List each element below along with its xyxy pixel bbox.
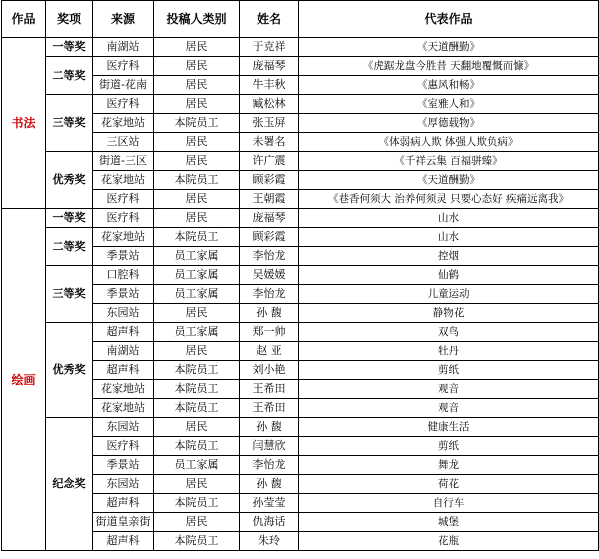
work-cell: 观音 xyxy=(299,399,599,418)
work-cell: 城堡 xyxy=(299,513,599,532)
award-cell: 一等奖 xyxy=(46,209,93,228)
source-cell: 超声科 xyxy=(93,494,154,513)
contributor-type-cell: 本院员工 xyxy=(154,437,240,456)
header-award: 奖项 xyxy=(46,1,93,38)
contributor-type-cell: 本院员工 xyxy=(154,532,240,551)
contributor-type-cell: 员工家属 xyxy=(154,266,240,285)
table-row xyxy=(2,152,599,171)
contributor-type-cell: 居民 xyxy=(154,209,240,228)
award-cell: 纪念奖 xyxy=(46,418,93,551)
contributor-type-cell: 员工家属 xyxy=(154,323,240,342)
name-cell: 顾彩霞 xyxy=(240,171,299,190)
source-cell: 花家地站 xyxy=(93,380,154,399)
table-row xyxy=(2,209,599,228)
source-cell: 超声科 xyxy=(93,323,154,342)
work-cell: 《惠风和畅》 xyxy=(299,76,599,95)
name-cell: 孙 馥 xyxy=(240,418,299,437)
work-cell: 《室雅人和》 xyxy=(299,95,599,114)
work-cell: 牡丹 xyxy=(299,342,599,361)
table-row xyxy=(2,266,599,285)
name-cell: 顾彩霞 xyxy=(240,228,299,247)
source-cell: 三区站 xyxy=(93,133,154,152)
work-cell: 舞龙 xyxy=(299,456,599,475)
name-cell: 孙莹莹 xyxy=(240,494,299,513)
source-cell: 东园站 xyxy=(93,475,154,494)
award-cell: 一等奖 xyxy=(46,38,93,57)
header-name: 姓名 xyxy=(240,1,299,38)
contributor-type-cell: 居民 xyxy=(154,304,240,323)
name-cell: 庞福琴 xyxy=(240,209,299,228)
source-cell: 东园站 xyxy=(93,304,154,323)
work-cell: 《体弱病人欺 体强人欺负病》 xyxy=(299,133,599,152)
contributor-type-cell: 居民 xyxy=(154,95,240,114)
name-cell: 朱玲 xyxy=(240,532,299,551)
work-cell: 《厚德载物》 xyxy=(299,114,599,133)
table-row xyxy=(2,418,599,437)
work-cell: 控烟 xyxy=(299,247,599,266)
source-cell: 花家地站 xyxy=(93,171,154,190)
name-cell: 孙 馥 xyxy=(240,475,299,494)
header-row xyxy=(2,1,599,38)
name-cell: 仇海话 xyxy=(240,513,299,532)
name-cell: 许广震 xyxy=(240,152,299,171)
contributor-type-cell: 员工家属 xyxy=(154,247,240,266)
contributor-type-cell: 居民 xyxy=(154,76,240,95)
work-cell: 《天道酬勤》 xyxy=(299,38,599,57)
name-cell: 闫慧欣 xyxy=(240,437,299,456)
header-source: 来源 xyxy=(93,1,154,38)
contributor-type-cell: 居民 xyxy=(154,152,240,171)
contributor-type-cell: 本院员工 xyxy=(154,228,240,247)
source-cell: 口腔科 xyxy=(93,266,154,285)
name-cell: 未署名 xyxy=(240,133,299,152)
table-row xyxy=(2,323,599,342)
award-cell: 三等奖 xyxy=(46,266,93,323)
source-cell: 街道-花南 xyxy=(93,76,154,95)
header-representative-work: 代表作品 xyxy=(299,1,599,38)
contributor-type-cell: 本院员工 xyxy=(154,361,240,380)
source-cell: 花家地站 xyxy=(93,399,154,418)
work-cell: 荷花 xyxy=(299,475,599,494)
work-cell: 自行车 xyxy=(299,494,599,513)
source-cell: 医疗科 xyxy=(93,437,154,456)
header-work-category: 作品 xyxy=(2,1,46,38)
award-cell: 优秀奖 xyxy=(46,152,93,209)
table-row xyxy=(2,38,599,57)
award-cell: 二等奖 xyxy=(46,228,93,266)
awards-table xyxy=(1,0,599,551)
contributor-type-cell: 居民 xyxy=(154,190,240,209)
source-cell: 医疗科 xyxy=(93,190,154,209)
category-cell: 书法 xyxy=(2,38,46,209)
contributor-type-cell: 员工家属 xyxy=(154,285,240,304)
name-cell: 王希田 xyxy=(240,380,299,399)
source-cell: 街道皇亲街 xyxy=(93,513,154,532)
name-cell: 王朝霞 xyxy=(240,190,299,209)
contributor-type-cell: 居民 xyxy=(154,513,240,532)
work-cell: 《天道酬勤》 xyxy=(299,171,599,190)
contributor-type-cell: 居民 xyxy=(154,418,240,437)
name-cell: 臧松林 xyxy=(240,95,299,114)
contributor-type-cell: 本院员工 xyxy=(154,380,240,399)
contributor-type-cell: 居民 xyxy=(154,57,240,76)
name-cell: 牛丰秋 xyxy=(240,76,299,95)
work-cell: 双鸟 xyxy=(299,323,599,342)
name-cell: 李怡龙 xyxy=(240,247,299,266)
name-cell: 赵 亚 xyxy=(240,342,299,361)
category-cell: 绘画 xyxy=(2,209,46,551)
header-contributor-type: 投稿人类别 xyxy=(154,1,240,38)
source-cell: 南湖站 xyxy=(93,38,154,57)
table-row xyxy=(2,228,599,247)
table-row xyxy=(2,57,599,76)
work-cell: 剪纸 xyxy=(299,361,599,380)
work-cell: 观音 xyxy=(299,380,599,399)
work-cell: 《虎踞龙盘今胜昔 天翻地覆慨而慷》 xyxy=(299,57,599,76)
contributor-type-cell: 本院员工 xyxy=(154,114,240,133)
work-cell: 山水 xyxy=(299,209,599,228)
source-cell: 东园站 xyxy=(93,418,154,437)
name-cell: 于克祥 xyxy=(240,38,299,57)
name-cell: 李怡龙 xyxy=(240,285,299,304)
work-cell: 仙鹤 xyxy=(299,266,599,285)
work-cell: 《千祥云集 百福骈臻》 xyxy=(299,152,599,171)
award-cell: 二等奖 xyxy=(46,57,93,95)
work-cell: 花瓶 xyxy=(299,532,599,551)
contributor-type-cell: 居民 xyxy=(154,342,240,361)
source-cell: 医疗科 xyxy=(93,95,154,114)
contributor-type-cell: 居民 xyxy=(154,133,240,152)
contributor-type-cell: 居民 xyxy=(154,475,240,494)
work-cell: 健康生活 xyxy=(299,418,599,437)
source-cell: 花家地站 xyxy=(93,228,154,247)
contributor-type-cell: 本院员工 xyxy=(154,171,240,190)
table-body xyxy=(2,38,599,551)
work-cell: 山水 xyxy=(299,228,599,247)
source-cell: 超声科 xyxy=(93,532,154,551)
name-cell: 李怡龙 xyxy=(240,456,299,475)
name-cell: 张玉屏 xyxy=(240,114,299,133)
table-row xyxy=(2,95,599,114)
source-cell: 季景站 xyxy=(93,285,154,304)
source-cell: 季景站 xyxy=(93,247,154,266)
name-cell: 吴媛媛 xyxy=(240,266,299,285)
source-cell: 花家地站 xyxy=(93,114,154,133)
source-cell: 季景站 xyxy=(93,456,154,475)
award-cell: 三等奖 xyxy=(46,95,93,152)
contributor-type-cell: 员工家属 xyxy=(154,456,240,475)
source-cell: 超声科 xyxy=(93,361,154,380)
name-cell: 王希田 xyxy=(240,399,299,418)
award-cell: 优秀奖 xyxy=(46,323,93,418)
source-cell: 街道-三区 xyxy=(93,152,154,171)
work-cell: 儿童运动 xyxy=(299,285,599,304)
work-cell: 剪纸 xyxy=(299,437,599,456)
contributor-type-cell: 本院员工 xyxy=(154,494,240,513)
name-cell: 庞福琴 xyxy=(240,57,299,76)
source-cell: 医疗科 xyxy=(93,209,154,228)
source-cell: 医疗科 xyxy=(93,57,154,76)
name-cell: 刘小艳 xyxy=(240,361,299,380)
contributor-type-cell: 居民 xyxy=(154,38,240,57)
source-cell: 南湖站 xyxy=(93,342,154,361)
work-cell: 《巷香何须大 治养何须灵 只要心态好 疾痛远离我》 xyxy=(299,190,599,209)
work-cell: 静物花 xyxy=(299,304,599,323)
name-cell: 郑一帅 xyxy=(240,323,299,342)
contributor-type-cell: 本院员工 xyxy=(154,399,240,418)
name-cell: 孙 馥 xyxy=(240,304,299,323)
